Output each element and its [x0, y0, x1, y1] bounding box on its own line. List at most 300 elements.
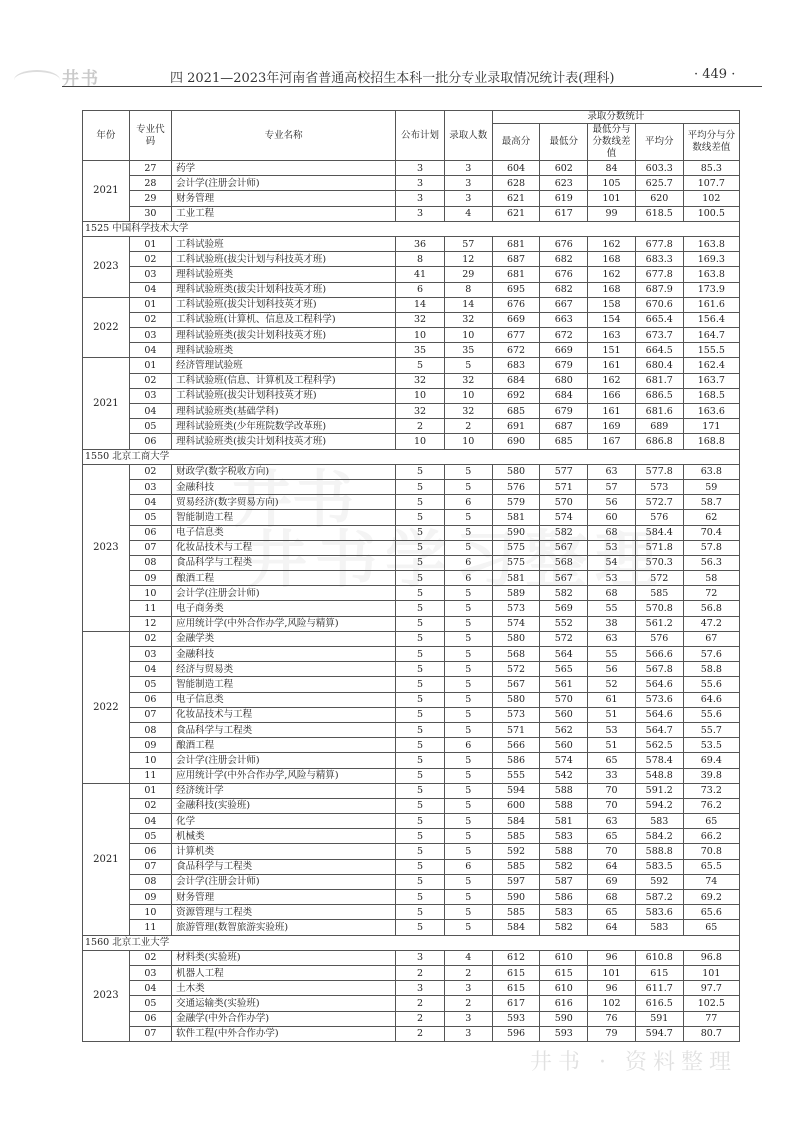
major-cell: 工科试验班(拔尖计划科技英才班): [172, 388, 396, 403]
min-cell: 571: [540, 479, 588, 494]
min-cell: 685: [540, 434, 588, 449]
admitted-cell: 5: [444, 707, 492, 722]
table-row: [83, 479, 740, 494]
code-cell: 04: [129, 662, 171, 677]
avg_diff-cell: 163.8: [683, 267, 739, 282]
avg-cell: 578.4: [635, 753, 683, 768]
max-cell: 584: [492, 814, 540, 829]
major-cell: 工科试验班(信息、计算机及工程科学): [172, 373, 396, 388]
plan-cell: 36: [396, 236, 445, 251]
admitted-cell: 2: [444, 996, 492, 1011]
max-cell: 590: [492, 525, 540, 540]
code-cell: 08: [129, 555, 171, 570]
max-cell: 566: [492, 738, 540, 753]
max-cell: 586: [492, 753, 540, 768]
admitted-cell: 4: [444, 206, 492, 221]
table-row: [83, 358, 740, 373]
min-cell: 680: [540, 373, 588, 388]
max-cell: 617: [492, 996, 540, 1011]
admitted-cell: 5: [444, 920, 492, 935]
min_diff-cell: 169: [588, 419, 636, 434]
max-cell: 621: [492, 191, 540, 206]
code-cell: 06: [129, 1011, 171, 1026]
min_diff-cell: 161: [588, 358, 636, 373]
min-cell: 672: [540, 328, 588, 343]
min-cell: 567: [540, 540, 588, 555]
avg_diff-cell: 107.7: [683, 176, 739, 191]
avg_diff-cell: 65: [683, 814, 739, 829]
avg_diff-cell: 156.4: [683, 312, 739, 327]
admitted-cell: 5: [444, 358, 492, 373]
min-cell: 615: [540, 965, 588, 980]
avg-cell: 591: [635, 1011, 683, 1026]
admitted-cell: 5: [444, 647, 492, 662]
admitted-cell: 10: [444, 388, 492, 403]
max-cell: 593: [492, 1011, 540, 1026]
plan-cell: 5: [396, 738, 445, 753]
min-cell: 570: [540, 692, 588, 707]
code-cell: 07: [129, 707, 171, 722]
plan-cell: 5: [396, 631, 445, 646]
avg-cell: 564.7: [635, 722, 683, 737]
admitted-cell: 5: [444, 464, 492, 479]
code-cell: 01: [129, 783, 171, 798]
min-cell: 572: [540, 631, 588, 646]
max-cell: 585: [492, 859, 540, 874]
admitted-cell: 5: [444, 692, 492, 707]
major-cell: 理科试验班类: [172, 343, 396, 358]
table-row: [83, 282, 740, 297]
code-cell: 08: [129, 722, 171, 737]
plan-cell: 5: [396, 874, 445, 889]
admitted-cell: 6: [444, 555, 492, 570]
min_diff-cell: 51: [588, 707, 636, 722]
max-cell: 695: [492, 282, 540, 297]
avg_diff-cell: 57.8: [683, 540, 739, 555]
max-cell: 573: [492, 601, 540, 616]
max-cell: 604: [492, 161, 540, 176]
max-cell: 692: [492, 388, 540, 403]
min_diff-cell: 168: [588, 252, 636, 267]
year-cell: 2023: [83, 950, 130, 1041]
admitted-cell: 5: [444, 616, 492, 631]
min_diff-cell: 60: [588, 510, 636, 525]
plan-cell: 5: [396, 495, 445, 510]
avg-cell: 571.8: [635, 540, 683, 555]
university-row: [83, 449, 740, 464]
plan-cell: 5: [396, 525, 445, 540]
code-cell: 28: [129, 176, 171, 191]
max-cell: 579: [492, 495, 540, 510]
avg_diff-cell: 97.7: [683, 981, 739, 996]
code-cell: 01: [129, 358, 171, 373]
max-cell: 567: [492, 677, 540, 692]
admitted-cell: 6: [444, 859, 492, 874]
avg-cell: 591.2: [635, 783, 683, 798]
plan-cell: 5: [396, 859, 445, 874]
avg_diff-cell: 101: [683, 965, 739, 980]
min_diff-cell: 63: [588, 631, 636, 646]
major-cell: 电子商务类: [172, 601, 396, 616]
avg_diff-cell: 64.6: [683, 692, 739, 707]
avg_diff-cell: 169.3: [683, 252, 739, 267]
min_diff-cell: 61: [588, 692, 636, 707]
avg-cell: 603.3: [635, 161, 683, 176]
plan-cell: 3: [396, 206, 445, 221]
table-row: [83, 722, 740, 737]
plan-cell: 10: [396, 328, 445, 343]
max-cell: 589: [492, 586, 540, 601]
admitted-cell: 10: [444, 434, 492, 449]
plan-cell: 2: [396, 419, 445, 434]
max-cell: 584: [492, 920, 540, 935]
avg-cell: 584.4: [635, 525, 683, 540]
university-row: [83, 935, 740, 950]
avg-cell: 588.8: [635, 844, 683, 859]
code-cell: 09: [129, 738, 171, 753]
admitted-cell: 3: [444, 981, 492, 996]
plan-cell: 35: [396, 343, 445, 358]
admitted-cell: 5: [444, 662, 492, 677]
min-cell: 610: [540, 950, 588, 965]
col-header-score-group: 录取分数统计: [492, 111, 739, 124]
table-row: [83, 692, 740, 707]
min-cell: 616: [540, 996, 588, 1011]
min-cell: 560: [540, 738, 588, 753]
min_diff-cell: 166: [588, 388, 636, 403]
table-row: [83, 191, 740, 206]
avg_diff-cell: 72: [683, 586, 739, 601]
code-cell: 02: [129, 373, 171, 388]
plan-cell: 5: [396, 540, 445, 555]
avg-cell: 610.8: [635, 950, 683, 965]
avg_diff-cell: 102.5: [683, 996, 739, 1011]
max-cell: 575: [492, 555, 540, 570]
major-cell: 应用统计学(中外合作办学,风险与精算): [172, 768, 396, 783]
code-cell: 02: [129, 950, 171, 965]
plan-cell: 5: [396, 662, 445, 677]
min-cell: 663: [540, 312, 588, 327]
avg-cell: 585: [635, 586, 683, 601]
code-cell: 04: [129, 814, 171, 829]
major-cell: 理科试验班类(拔尖计划科技英才班): [172, 282, 396, 297]
min_diff-cell: 33: [588, 768, 636, 783]
admitted-cell: 3: [444, 1011, 492, 1026]
max-cell: 597: [492, 874, 540, 889]
table-row: [83, 783, 740, 798]
min-cell: 623: [540, 176, 588, 191]
code-cell: 04: [129, 282, 171, 297]
avg-cell: 583.6: [635, 905, 683, 920]
avg_diff-cell: 47.2: [683, 616, 739, 631]
avg_diff-cell: 96.8: [683, 950, 739, 965]
avg_diff-cell: 76.2: [683, 798, 739, 813]
major-cell: 电子信息类: [172, 525, 396, 540]
admitted-cell: 6: [444, 495, 492, 510]
code-cell: 06: [129, 844, 171, 859]
code-cell: 04: [129, 404, 171, 419]
major-cell: 酿酒工程: [172, 738, 396, 753]
avg-cell: 583.5: [635, 859, 683, 874]
min_diff-cell: 79: [588, 1026, 636, 1041]
avg-cell: 570.3: [635, 555, 683, 570]
col-header-min-diff: 最低分与分数线差值: [588, 124, 636, 161]
min_diff-cell: 96: [588, 981, 636, 996]
code-cell: 03: [129, 328, 171, 343]
avg-cell: 686.8: [635, 434, 683, 449]
min_diff-cell: 162: [588, 236, 636, 251]
avg_diff-cell: 55.6: [683, 677, 739, 692]
plan-cell: 3: [396, 191, 445, 206]
code-cell: 29: [129, 191, 171, 206]
major-cell: 工业工程: [172, 206, 396, 221]
plan-cell: 10: [396, 434, 445, 449]
admitted-cell: 5: [444, 722, 492, 737]
min-cell: 588: [540, 798, 588, 813]
admitted-cell: 5: [444, 768, 492, 783]
admitted-cell: 57: [444, 236, 492, 251]
avg_diff-cell: 163.8: [683, 236, 739, 251]
code-cell: 01: [129, 297, 171, 312]
table-row: [83, 571, 740, 586]
col-header-avg: 平均分: [635, 124, 683, 161]
major-cell: 财务管理: [172, 890, 396, 905]
min-cell: 582: [540, 920, 588, 935]
plan-cell: 2: [396, 1026, 445, 1041]
admitted-cell: 32: [444, 404, 492, 419]
admitted-cell: 5: [444, 905, 492, 920]
plan-cell: 2: [396, 1011, 445, 1026]
university-name: 1525 中国科学技术大学: [83, 221, 740, 236]
admitted-cell: 5: [444, 890, 492, 905]
page-title: 四 2021—2023年河南省普通高校招生本科一批分专业录取情况统计表(理科): [170, 71, 615, 86]
table-row: [83, 176, 740, 191]
admitted-cell: 32: [444, 312, 492, 327]
avg-cell: 587.2: [635, 890, 683, 905]
avg-cell: 664.5: [635, 343, 683, 358]
min_diff-cell: 70: [588, 783, 636, 798]
code-cell: 05: [129, 996, 171, 1011]
major-cell: 工科试验班(计算机、信息及工程科学): [172, 312, 396, 327]
code-cell: 07: [129, 1026, 171, 1041]
min-cell: 581: [540, 814, 588, 829]
max-cell: 580: [492, 692, 540, 707]
avg_diff-cell: 62: [683, 510, 739, 525]
min_diff-cell: 56: [588, 662, 636, 677]
min-cell: 588: [540, 783, 588, 798]
max-cell: 585: [492, 829, 540, 844]
code-cell: 10: [129, 753, 171, 768]
plan-cell: 5: [396, 479, 445, 494]
major-cell: 经济管理试验班: [172, 358, 396, 373]
col-header-max: 最高分: [492, 124, 540, 161]
min-cell: 679: [540, 404, 588, 419]
admitted-cell: 5: [444, 677, 492, 692]
col-header-major: 专业名称: [172, 111, 396, 161]
min-cell: 676: [540, 267, 588, 282]
avg_diff-cell: 100.5: [683, 206, 739, 221]
code-cell: 04: [129, 343, 171, 358]
avg_diff-cell: 65: [683, 920, 739, 935]
max-cell: 594: [492, 783, 540, 798]
min_diff-cell: 65: [588, 753, 636, 768]
plan-cell: 5: [396, 586, 445, 601]
avg-cell: 572.7: [635, 495, 683, 510]
min-cell: 587: [540, 874, 588, 889]
max-cell: 581: [492, 510, 540, 525]
plan-cell: 3: [396, 981, 445, 996]
min_diff-cell: 70: [588, 798, 636, 813]
min-cell: 684: [540, 388, 588, 403]
table-row: [83, 434, 740, 449]
avg-cell: 686.5: [635, 388, 683, 403]
avg-cell: 618.5: [635, 206, 683, 221]
min_diff-cell: 102: [588, 996, 636, 1011]
plan-cell: 5: [396, 920, 445, 935]
min-cell: 679: [540, 358, 588, 373]
code-cell: 04: [129, 495, 171, 510]
major-cell: 会计学(注册会计师): [172, 753, 396, 768]
min-cell: 542: [540, 768, 588, 783]
min-cell: 567: [540, 571, 588, 586]
min_diff-cell: 99: [588, 206, 636, 221]
col-header-admitted: 录取人数: [444, 111, 492, 161]
avg-cell: 683.3: [635, 252, 683, 267]
min_diff-cell: 101: [588, 965, 636, 980]
plan-cell: 3: [396, 161, 445, 176]
code-cell: 07: [129, 540, 171, 555]
admitted-cell: 5: [444, 631, 492, 646]
col-header-avg-diff: 平均分与分数线差值: [683, 124, 739, 161]
max-cell: 681: [492, 267, 540, 282]
major-cell: 经济与贸易类: [172, 662, 396, 677]
code-cell: 02: [129, 312, 171, 327]
avg-cell: 573: [635, 479, 683, 494]
major-cell: 金融学(中外合作办学): [172, 1011, 396, 1026]
min_diff-cell: 56: [588, 495, 636, 510]
avg_diff-cell: 56.3: [683, 555, 739, 570]
admitted-cell: 5: [444, 540, 492, 555]
min-cell: 574: [540, 753, 588, 768]
max-cell: 596: [492, 1026, 540, 1041]
min-cell: 619: [540, 191, 588, 206]
admitted-cell: 2: [444, 965, 492, 980]
plan-cell: 41: [396, 267, 445, 282]
code-cell: 06: [129, 434, 171, 449]
avg-cell: 567.8: [635, 662, 683, 677]
max-cell: 628: [492, 176, 540, 191]
code-cell: 02: [129, 631, 171, 646]
max-cell: 568: [492, 647, 540, 662]
admitted-cell: 5: [444, 874, 492, 889]
avg-cell: 584.2: [635, 829, 683, 844]
avg_diff-cell: 63.8: [683, 464, 739, 479]
avg-cell: 616.5: [635, 996, 683, 1011]
major-cell: 酿酒工程: [172, 571, 396, 586]
major-cell: 经济统计学: [172, 783, 396, 798]
code-cell: 03: [129, 479, 171, 494]
table-row: [83, 631, 740, 646]
major-cell: 理科试验班类(拔尖计划科技英才班): [172, 328, 396, 343]
min_diff-cell: 64: [588, 920, 636, 935]
table-body: [83, 161, 740, 1042]
max-cell: 585: [492, 905, 540, 920]
admitted-cell: 5: [444, 829, 492, 844]
plan-cell: 3: [396, 176, 445, 191]
plan-cell: 2: [396, 996, 445, 1011]
admitted-cell: 6: [444, 738, 492, 753]
table-row: [83, 206, 740, 221]
avg_diff-cell: 155.5: [683, 343, 739, 358]
avg-cell: 583: [635, 814, 683, 829]
min-cell: 582: [540, 525, 588, 540]
avg_diff-cell: 77: [683, 1011, 739, 1026]
major-cell: 会计学(注册会计师): [172, 586, 396, 601]
major-cell: 会计学(注册会计师): [172, 874, 396, 889]
avg-cell: 548.8: [635, 768, 683, 783]
min_diff-cell: 38: [588, 616, 636, 631]
avg_diff-cell: 57.6: [683, 647, 739, 662]
major-cell: 食品科学与工程类: [172, 859, 396, 874]
year-cell: 2023: [83, 464, 130, 631]
table-row: [83, 404, 740, 419]
plan-cell: 5: [396, 464, 445, 479]
major-cell: 金融科技: [172, 647, 396, 662]
plan-cell: 10: [396, 388, 445, 403]
admitted-cell: 5: [444, 814, 492, 829]
min_diff-cell: 68: [588, 890, 636, 905]
avg_diff-cell: 53.5: [683, 738, 739, 753]
min_diff-cell: 63: [588, 814, 636, 829]
avg_diff-cell: 66.2: [683, 829, 739, 844]
min_diff-cell: 162: [588, 267, 636, 282]
table-row: [83, 662, 740, 677]
avg_diff-cell: 70.4: [683, 525, 739, 540]
table-row: [83, 965, 740, 980]
min-cell: 552: [540, 616, 588, 631]
code-cell: 02: [129, 798, 171, 813]
avg_diff-cell: 173.9: [683, 282, 739, 297]
avg_diff-cell: 85.3: [683, 161, 739, 176]
min_diff-cell: 52: [588, 677, 636, 692]
avg-cell: 677.8: [635, 236, 683, 251]
code-cell: 03: [129, 647, 171, 662]
max-cell: 581: [492, 571, 540, 586]
max-cell: 571: [492, 722, 540, 737]
min_diff-cell: 54: [588, 555, 636, 570]
plan-cell: 5: [396, 616, 445, 631]
min-cell: 669: [540, 343, 588, 358]
major-cell: 会计学(注册会计师): [172, 176, 396, 191]
max-cell: 669: [492, 312, 540, 327]
avg_diff-cell: 55.6: [683, 707, 739, 722]
table-row: [83, 707, 740, 722]
admitted-cell: 4: [444, 950, 492, 965]
avg_diff-cell: 163.6: [683, 404, 739, 419]
plan-cell: 5: [396, 783, 445, 798]
avg-cell: 576: [635, 510, 683, 525]
table-row: [83, 890, 740, 905]
table-row: [83, 312, 740, 327]
admitted-cell: 3: [444, 191, 492, 206]
max-cell: 592: [492, 844, 540, 859]
code-cell: 09: [129, 571, 171, 586]
plan-cell: 5: [396, 571, 445, 586]
min_diff-cell: 76: [588, 1011, 636, 1026]
code-cell: 02: [129, 464, 171, 479]
avg-cell: 592: [635, 874, 683, 889]
avg-cell: 611.7: [635, 981, 683, 996]
